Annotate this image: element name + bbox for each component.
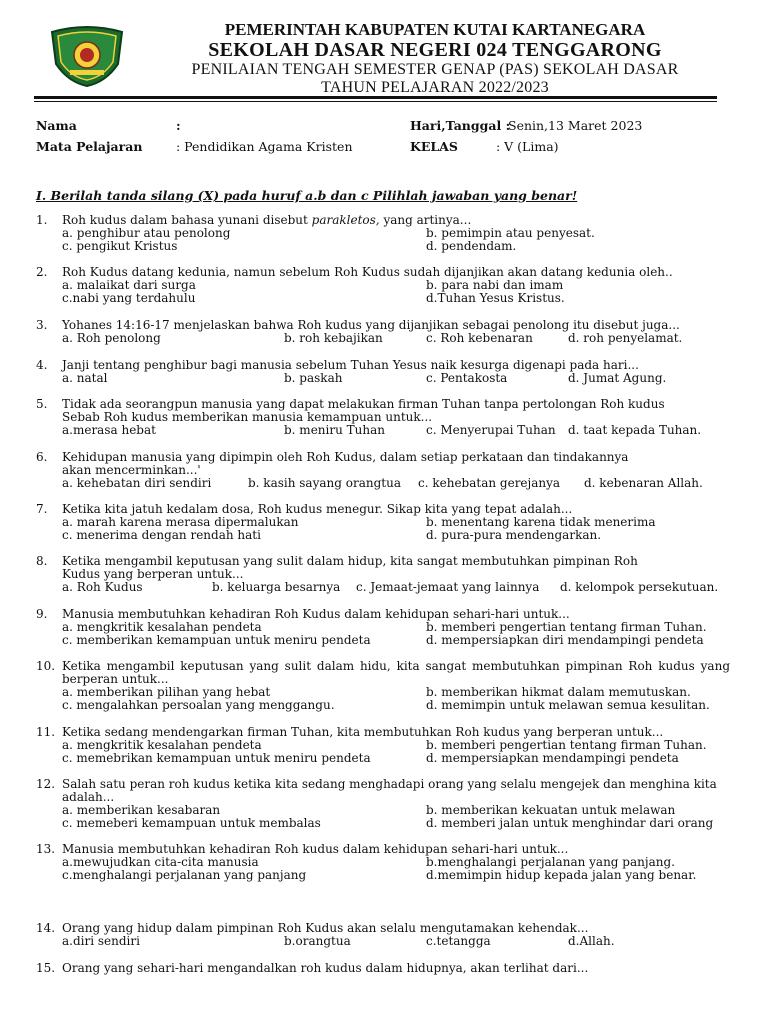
question-number: 6. xyxy=(36,450,48,464)
question-text: Ketika mengambil keputusan yang sulit dalam hidup, kita sangat membutuhkan pimpinan Roh xyxy=(62,554,638,568)
question-text: Roh Kudus datang kedunia, namun sebelum Roh Kudus sudah dijanjikan akan datang kedunia oleh.. xyxy=(62,265,673,279)
question-text: Manusia membutuhkan kehadiran Roh Kudus dalam kehidupan sehari-hari untuk... xyxy=(62,607,570,621)
option-a: a. mengkritik kesalahan pendeta xyxy=(62,738,262,752)
question-text: Orang yang sehari-hari mengandalkan roh kudus dalam hidupnya, akan terlihat dari... xyxy=(62,961,589,975)
option-a: a. mengkritik kesalahan pendeta xyxy=(62,620,262,634)
option-b: b. roh kebajikan xyxy=(284,331,383,345)
question-text: Janji tentang penghibur bagi manusia sebelum Tuhan Yesus naik kesurga digenapi pada hari... xyxy=(62,358,639,372)
nama-label: Nama xyxy=(36,118,77,133)
question-number: 15. xyxy=(36,961,56,975)
header-school: SEKOLAH DASAR NEGERI 024 TENGGARONG xyxy=(208,39,662,61)
option-c: c. memberikan kemampuan untuk meniru pendeta xyxy=(62,633,371,647)
option-a: a. Roh Kudus xyxy=(62,580,143,594)
option-b: b. keluarga besarnya xyxy=(212,580,341,594)
header-divider-thin xyxy=(34,101,717,102)
option-d: d. kelompok persekutuan. xyxy=(560,580,719,594)
option-a: a.merasa hebat xyxy=(62,423,156,437)
nama-colon: : xyxy=(176,118,181,133)
question-number: 10. xyxy=(36,659,56,673)
kelas-label: KELAS xyxy=(410,139,458,154)
option-d: d. pura-pura mendengarkan. xyxy=(426,528,602,542)
question-text: Ketika sedang mendengarkan firman Tuhan, kita membutuhkan Roh kudus yang berperan untuk... xyxy=(62,725,664,739)
option-a: a. memberikan pilihan yang hebat xyxy=(62,685,271,699)
question-text-cont: Sebab Roh kudus memberikan manusia kemampuan untuk... xyxy=(62,410,433,424)
question-number: 2. xyxy=(36,265,48,279)
header-exam: PENILAIAN TENGAH SEMESTER GENAP (PAS) SEKOLAH DASAR xyxy=(191,61,679,78)
question-text: Ketika kita jatuh kedalam dosa, Roh kudus menegur. Sikap kita yang tepat adalah... xyxy=(62,502,573,516)
option-c: c. Menyerupai Tuhan xyxy=(426,423,556,437)
kabupaten-logo xyxy=(46,24,128,88)
option-c: c. menerima dengan rendah hati xyxy=(62,528,261,542)
option-b: b. kasih sayang orangtua xyxy=(248,476,401,490)
option-c: c. Pentakosta xyxy=(426,371,508,385)
option-c: c. Roh kebenaran xyxy=(426,331,533,345)
header-divider xyxy=(34,96,717,99)
option-c: c.menghalangi perjalanan yang panjang xyxy=(62,868,307,882)
question-text: Tidak ada seorangpun manusia yang dapat melakukan firman Tuhan tanpa pertolongan Roh kudus xyxy=(62,397,665,411)
header-year: TAHUN PELAJARAN 2022/2023 xyxy=(321,79,549,96)
option-d: d. memimpin untuk melawan semua kesulitan. xyxy=(426,698,710,712)
question-text: Manusia membutuhkan kehadiran Roh kudus dalam kehidupan sehari-hari untuk... xyxy=(62,842,569,856)
hari-label: Hari,Tanggal : xyxy=(410,118,511,133)
question-text: Orang yang hidup dalam pimpinan Roh Kudus akan selalu mengutamakan kehendak... xyxy=(62,921,589,935)
option-c: c. kehebatan gerejanya xyxy=(418,476,561,490)
option-c: c.nabi yang terdahulu xyxy=(62,291,196,305)
option-a: a. penghibur atau penolong xyxy=(62,226,231,240)
option-d: d.Allah. xyxy=(568,934,615,948)
hari-value: Senin,13 Maret 2023 xyxy=(508,118,643,133)
option-b: b. menentang karena tidak menerima xyxy=(426,515,656,529)
option-c: c. Jemaat-jemaat yang lainnya xyxy=(356,580,540,594)
question-number: 5. xyxy=(36,397,48,411)
option-a: a.diri sendiri xyxy=(62,934,140,948)
question-number: 11. xyxy=(36,725,56,739)
question-text: Ketika mengambil keputusan yang sulit dalam hidu, kita sangat membutuhkan pimpinan Roh kudus yang berperan untuk... xyxy=(62,659,730,686)
option-d: d. pendendam. xyxy=(426,239,517,253)
question-number: 8. xyxy=(36,554,48,568)
option-c: c.tetangga xyxy=(426,934,491,948)
option-b: b.menghalangi perjalanan yang panjang. xyxy=(426,855,675,869)
option-c: c. memebrikan kemampuan untuk meniru pendeta xyxy=(62,751,371,765)
option-b: b. memberikan hikmat dalam memutuskan. xyxy=(426,685,691,699)
option-d: d. Jumat Agung. xyxy=(568,371,667,385)
option-a: a.mewujudkan cita-cita manusia xyxy=(62,855,259,869)
option-d: d.Tuhan Yesus Kristus. xyxy=(426,291,565,305)
option-a: a. memberikan kesabaran xyxy=(62,803,221,817)
option-d: d. memberi jalan untuk menghindar dari orang xyxy=(426,816,714,830)
option-d: d. roh penyelamat. xyxy=(568,331,683,345)
option-c: c. pengikut Kristus xyxy=(62,239,178,253)
question-number: 12. xyxy=(36,777,56,791)
option-d: d. mempersiapkan mendampingi pendeta xyxy=(426,751,679,765)
question-text: Kehidupan manusia yang dipimpin oleh Roh Kudus, dalam setiap perkataan dan tindakannya xyxy=(62,450,629,464)
question-text: Salah satu peran roh kudus ketika kita sedang menghadapi orang yang selalu mengejek dan menghina kita xyxy=(62,777,717,791)
option-a: a. marah karena merasa dipermalukan xyxy=(62,515,299,529)
question-text-cont: akan mencerminkan...' xyxy=(62,463,201,477)
question-number: 7. xyxy=(36,502,48,516)
option-d: d. kebenaran Allah. xyxy=(584,476,703,490)
option-a: a. Roh penolong xyxy=(62,331,161,345)
mapel-label: Mata Pelajaran xyxy=(36,139,143,154)
option-b: b. meniru Tuhan xyxy=(284,423,385,437)
question-number: 13. xyxy=(36,842,56,856)
letterhead xyxy=(130,20,740,97)
option-d: d. taat kepada Tuhan. xyxy=(568,423,702,437)
question-text-cont: adalah... xyxy=(62,790,115,804)
kelas-value: : V (Lima) xyxy=(496,139,559,154)
question-number: 4. xyxy=(36,358,48,372)
option-b: b. memberi pengertian tentang firman Tuhan. xyxy=(426,620,707,634)
option-d: d. mempersiapkan diri mendampingi pendeta xyxy=(426,633,704,647)
option-d: d.memimpin hidup kepada jalan yang benar. xyxy=(426,868,697,882)
instruction: I. Berilah tanda silang (X) pada huruf a.b dan c Pilihlah jawaban yang benar! xyxy=(36,188,578,203)
option-b: b. memberi pengertian tentang firman Tuhan. xyxy=(426,738,707,752)
option-b: b. memberikan kekuatan untuk melawan xyxy=(426,803,676,817)
option-a: a. kehebatan diri sendiri xyxy=(62,476,212,490)
question-number: 1. xyxy=(36,213,48,227)
option-b: b.orangtua xyxy=(284,934,351,948)
option-b: b. para nabi dan imam xyxy=(426,278,564,292)
question-number: 3. xyxy=(36,318,48,332)
option-b: b. pemimpin atau penyesat. xyxy=(426,226,595,240)
question-text-cont: Kudus yang berperan untuk... xyxy=(62,567,244,581)
question-number: 9. xyxy=(36,607,48,621)
question-text: Roh kudus dalam bahasa yunani disebut parakletos, yang artinya... xyxy=(62,213,472,227)
question-text: Yohanes 14:16-17 menjelaskan bahwa Roh kudus yang dijanjikan sebagai penolong itu disebut juga... xyxy=(62,318,680,332)
option-a: a. natal xyxy=(62,371,108,385)
mapel-value: : Pendidikan Agama Kristen xyxy=(176,139,353,154)
option-c: c. memeberi kemampuan untuk membalas xyxy=(62,816,321,830)
option-c: c. mengalahkan persoalan yang menggangu. xyxy=(62,698,335,712)
option-a: a. malaikat dari surga xyxy=(62,278,196,292)
question-number: 14. xyxy=(36,921,56,935)
option-b: b. paskah xyxy=(284,371,343,385)
header-government: PEMERINTAH KABUPATEN KUTAI KARTANEGARA xyxy=(224,20,646,39)
